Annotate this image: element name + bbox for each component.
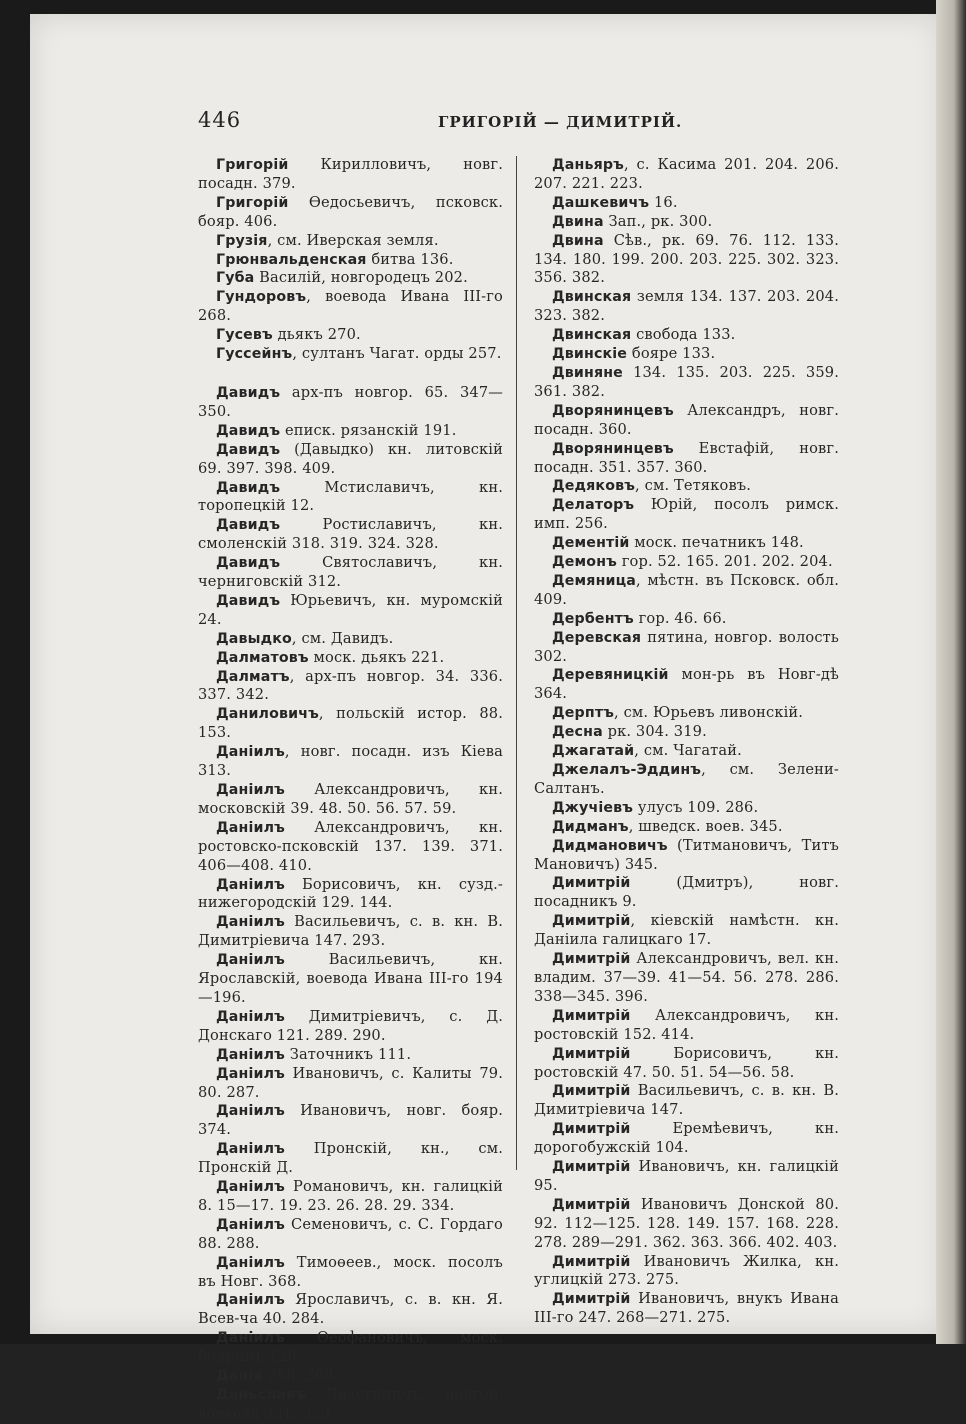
entry-references: Васильевичъ, с. в. кн. В. Димитріевича 147. (534, 1082, 839, 1119)
entry-headword: Даніилъ (216, 819, 285, 836)
entry-headword: Димитрій (552, 1045, 631, 1062)
entry-headword: Даніилъ (216, 876, 285, 893)
entry-references: Александровичъ, кн. ростовско-псковскій 137. 139. 371. 406—408. 410. (198, 818, 503, 874)
index-column-right (534, 156, 839, 1328)
index-entry (534, 1253, 839, 1291)
index-entry (534, 761, 839, 799)
entry-headword: Грузія (216, 232, 268, 249)
running-title: ГРИГОРІЙ — ДИМИТРІЙ. (438, 113, 683, 131)
entry-references: , см. Тетяковъ. (635, 477, 752, 495)
entry-references: гор. 52. 165. 201. 202. 204. (616, 553, 833, 571)
index-entry (198, 326, 503, 345)
index-entry (198, 251, 503, 270)
entry-references: Ивановичъ Жилка, кн. углицкій 273. 275. (534, 1252, 839, 1289)
entry-references: Александровичъ, вел. кн. владим. 37—39. 41—54. 56. 278. 286. 338—345. 396. (534, 950, 839, 1005)
entry-headword: Даніилъ (216, 1330, 285, 1347)
entry-references: Васильевичъ, кн. Ярославскій, воевода Ивана III-го 194—196. (198, 951, 503, 1006)
index-entry (198, 516, 503, 554)
entry-references: гор. 46. 66. (633, 609, 727, 627)
index-entry (198, 1386, 503, 1424)
entry-references: улусъ 109. 286. (633, 798, 759, 816)
entry-references: , см. Иверская земля. (267, 231, 439, 249)
index-entry (534, 818, 839, 837)
entry-headword: Даніилъ (216, 1292, 285, 1309)
entry-headword: Даніилъ (216, 1216, 285, 1233)
entry-references: Святославичъ, кн. черниговскій 312. (198, 554, 503, 591)
entry-headword: Далматовъ (216, 649, 309, 666)
entry-references: Зап., рк. 300. (603, 212, 713, 230)
entry-headword: Губа (216, 270, 255, 287)
entry-headword: Даніилъ (216, 914, 285, 931)
section-gap (198, 364, 503, 384)
index-entry (534, 496, 839, 534)
entry-references: арх-пъ новгор. 65. 347—350. (198, 383, 503, 420)
entry-references: Пронскій, кн., см. Пронскій Д. (198, 1140, 503, 1177)
index-entry (198, 819, 503, 876)
index-entry (534, 799, 839, 818)
index-entry (198, 1046, 503, 1065)
index-entry (198, 630, 503, 649)
entry-references: Ивановичъ Донской 80. 92. 112—125. 128. 149. 157. 168. 228. 278. 289—291. 362. 363. 366. 402. 403. (534, 1195, 839, 1251)
index-entry (198, 288, 503, 326)
index-entry (534, 1290, 839, 1328)
entry-headword: Грюнвальденская (216, 251, 367, 268)
entry-headword: Двина (552, 232, 604, 249)
entry-references: , польскій истор. 88. 153. (198, 705, 503, 742)
book-spine (936, 0, 966, 1344)
entry-references: (Титмановичъ, Титъ Мановичъ) 345. (534, 836, 839, 873)
entry-headword: Даніилъ (216, 1103, 285, 1120)
entry-references: пятина, новгор. волость 302. (534, 628, 839, 665)
entry-headword: Даніилъ (216, 1141, 285, 1158)
index-entry (534, 1082, 839, 1120)
entry-headword: Демяница (552, 572, 636, 589)
entry-headword: Давидъ (216, 517, 281, 534)
entry-headword: Димитрій (552, 913, 631, 930)
index-entry (534, 553, 839, 572)
entry-headword: Димитрій (552, 1121, 631, 1138)
entry-headword: Двина (552, 213, 604, 230)
index-entry (534, 288, 839, 326)
index-entry (198, 1216, 503, 1254)
entry-headword: Давидъ (216, 422, 281, 439)
entry-references: , шведск. воев. 345. (628, 817, 783, 835)
index-entry (198, 479, 503, 517)
entry-headword: Даніилъ (216, 952, 285, 969)
entry-references: мон-рь въ Новг-дѣ 364. (534, 666, 839, 703)
entry-headword: Дидманъ (552, 818, 629, 835)
index-entry (534, 326, 839, 345)
page-number: 446 (198, 108, 242, 132)
entry-references: Лазутиничъ, новгор. воевода 321. 323. (198, 1386, 503, 1422)
entry-references: Тимоөеев., моск. посолъ въ Новг. 368. (198, 1253, 503, 1290)
entry-headword: Джелалъ-Эддинъ (552, 762, 702, 778)
entry-references: , кіевскій намѣстн. кн. Даніила галицкаго 17. (534, 912, 839, 949)
index-entry (198, 876, 503, 914)
entry-references: , арх-пъ новгор. 34. 336. 337. 342. (198, 667, 503, 704)
column-divider (516, 156, 517, 1170)
entry-references: еписк. рязанскій 191. (280, 421, 457, 439)
entry-headword: Димитрій (552, 1083, 631, 1100)
entry-headword: Даніилъ (216, 1179, 285, 1196)
entry-headword: Дашкевичъ (552, 194, 650, 211)
index-entry (198, 1291, 503, 1329)
entry-headword: Дворянинцевъ (552, 402, 674, 419)
entry-references: земля 134. 137. 203. 204. 323. 382. (534, 288, 839, 325)
entry-headword: Григорій (216, 194, 289, 211)
entry-references: Александровичъ, кн. ростовскій 152. 414. (534, 1006, 839, 1043)
entry-references: Ярославичъ, с. в. кн. Я. Всев-ча 40. 284. (198, 1291, 503, 1328)
entry-headword: Даніилъ (216, 1008, 285, 1025)
entry-references: Өедосьевичъ, псковск. бояр. 406. (198, 193, 503, 230)
entry-headword: Гундоровъ (216, 289, 307, 306)
entry-headword: Двинская (552, 289, 632, 306)
index-entry (198, 194, 503, 232)
entry-headword: Давидъ (216, 555, 281, 572)
entry-headword: Дедяковъ (552, 478, 636, 495)
entry-headword: Димитрій (552, 1007, 631, 1024)
entry-headword: Дементій (552, 535, 630, 552)
entry-headword: Двинскіе (552, 346, 628, 363)
entry-headword: Даніилъ (216, 1046, 285, 1063)
entry-references: (Давыдко) кн. литовскій 69. 397. 398. 409. (198, 440, 503, 477)
entry-headword: Двинская (552, 327, 632, 344)
entry-references: , см. Юрьевъ ливонскій. (614, 704, 804, 722)
index-entry (198, 781, 503, 819)
entry-references: Александровичъ, кн. московскій 39. 48. 50. 56. 57. 59. (198, 781, 503, 817)
entry-references: Димитріевичъ, с. Д. Донскаго 121. 289. 290. (198, 1007, 503, 1044)
entry-headword: Давидъ (216, 384, 281, 401)
entry-references: Александръ, новг. посадн. 360. (534, 401, 839, 438)
index-entry (534, 213, 839, 232)
entry-references: Кирилловичъ, новг. посадн. 379. (198, 156, 503, 192)
entry-references: Васильевичъ, с. в. кн. В. Димитріевича 147. 293. (198, 913, 503, 950)
entry-references: Заточникъ 111. (284, 1045, 412, 1063)
entry-headword: Даньславъ (216, 1387, 307, 1403)
entry-references: моск. дьякъ 221. (308, 648, 445, 666)
entry-headword: Давидъ (216, 592, 281, 609)
index-entry (198, 1367, 503, 1386)
index-entry (198, 1178, 503, 1216)
entry-headword: Десна (552, 724, 603, 741)
entry-references: битва 136. (366, 250, 454, 268)
index-entry (198, 156, 503, 194)
entry-headword: Гусевъ (216, 327, 273, 344)
index-entry (198, 384, 503, 422)
entry-references: Юрій, посолъ римск. имп. 256. (534, 496, 839, 533)
page-header (198, 108, 848, 138)
index-entry (198, 1329, 503, 1367)
index-entry (534, 534, 839, 553)
index-entry (198, 668, 503, 706)
index-entry (198, 422, 503, 441)
index-entry (534, 666, 839, 704)
entry-headword: Григорій (216, 157, 289, 173)
entry-references: 258. 268. (262, 1367, 339, 1385)
entry-references: свобода 133. (631, 326, 736, 344)
entry-references: Ивановичъ, с. Калиты 79. 80. 287. (198, 1064, 503, 1101)
entry-references: , султанъ Чагат. орды 257. (292, 345, 502, 363)
entry-references: Мстиславичъ, кн. торопецкій 12. (198, 478, 503, 515)
entry-references: Борисовичъ, кн. сузд.-нижегородскій 129. 144. (198, 875, 503, 912)
index-entry (534, 610, 839, 629)
entry-headword: Даніилъ (216, 1254, 285, 1271)
index-entry (534, 1158, 839, 1196)
entry-references: 134. 135. 203. 225. 359. 361. 382. (534, 363, 839, 400)
entry-references: Ростиславичъ, кн. смоленскій 318. 319. 324. 328. (198, 516, 503, 553)
index-column-left (198, 156, 503, 1424)
index-entry (198, 951, 503, 1008)
index-entry (534, 874, 839, 912)
entry-references: Семеновичъ, с. С. Гордаго 88. 288. (198, 1215, 503, 1252)
entry-headword: Димитрій (552, 1291, 631, 1308)
entry-headword: Дербентъ (552, 610, 634, 627)
entry-headword: Дворянинцевъ (552, 440, 674, 457)
index-entry (198, 743, 503, 781)
entry-headword: Дерптъ (552, 705, 615, 722)
index-entry (534, 950, 839, 1007)
index-entry (198, 913, 503, 951)
index-entry (198, 592, 503, 630)
index-entry (198, 269, 503, 288)
entry-headword: Джагатай (552, 743, 635, 760)
entry-headword: Далматъ (216, 668, 290, 685)
entry-headword: Даніилъ (216, 744, 285, 761)
index-entry (534, 194, 839, 213)
index-entry (198, 649, 503, 668)
entry-headword: Димитрій (552, 1196, 631, 1213)
entry-headword: Димитрій (552, 1159, 631, 1176)
entry-headword: Даниловичъ (216, 706, 319, 723)
index-entry (198, 1254, 503, 1292)
index-entry (534, 345, 839, 364)
entry-headword: Данія (216, 1368, 263, 1385)
entry-headword: Деревяницкій (552, 667, 669, 684)
index-entry (534, 629, 839, 667)
entry-references: рк. 304. 319. (602, 723, 707, 741)
entry-references: Евстафій, новг. посадн. 351. 357. 360. (534, 439, 839, 476)
index-entry (534, 477, 839, 496)
index-entry (198, 441, 503, 479)
entry-headword: Давидъ (216, 479, 281, 496)
entry-references: бояре 133. (627, 345, 716, 363)
index-entry (198, 345, 503, 364)
entry-references: Романовичъ, кн. галицкій 8. 15—17. 19. 23. 26. 28. 29. 334. (198, 1178, 503, 1214)
index-entry (534, 742, 839, 761)
entry-references: 16. (649, 193, 678, 211)
index-entry (534, 912, 839, 950)
entry-references: , см. Чагатай. (634, 742, 742, 760)
index-entry (198, 1008, 503, 1046)
index-entry (534, 1045, 839, 1083)
entry-references: Ивановичъ, внукъ Ивана III-го 247. 268—271. 275. (534, 1290, 839, 1327)
index-entry (534, 837, 839, 875)
entry-headword: Димитрій (552, 1253, 631, 1270)
entry-references: , воевода Ивана III-го 268. (198, 288, 503, 325)
index-entry (534, 402, 839, 440)
index-entry (534, 1120, 839, 1158)
index-entry (534, 440, 839, 478)
entry-references: Еремѣевичъ, кн. дорогобужскій 104. (534, 1120, 839, 1157)
entry-headword: Джучіевъ (552, 799, 634, 816)
entry-references: , с. Касима 201. 204. 206. 207. 221. 223. (534, 156, 839, 192)
entry-headword: Димитрій (552, 951, 631, 968)
entry-headword: Деревская (552, 629, 642, 646)
index-entry (198, 1140, 503, 1178)
index-entry (534, 1196, 839, 1253)
entry-headword: Гуссейнъ (216, 346, 293, 363)
entry-headword: Давидъ (216, 441, 281, 458)
entry-headword: Даньяръ (552, 157, 624, 173)
entry-references: , новг. посадн. изъ Кіева 313. (198, 743, 503, 780)
entry-references: , см. Зелени-Салтанъ. (534, 761, 839, 797)
index-entry (198, 232, 503, 251)
entry-references: Юрьевичъ, кн. муромскій 24. (198, 591, 503, 628)
entry-headword: Демонъ (552, 554, 617, 571)
index-entry (198, 1065, 503, 1103)
index-entry (198, 554, 503, 592)
entry-references: Василій, новгородецъ 202. (254, 269, 468, 287)
entry-references: моск. печатникъ 148. (629, 534, 804, 552)
entry-headword: Даніилъ (216, 782, 285, 798)
entry-references: Ивановичъ, новг. бояр. 374. (198, 1102, 503, 1139)
entry-references: , мѣстн. въ Псковск. обл. 409. (534, 571, 839, 608)
entry-references: (Дмитръ), новг. посадникъ 9. (534, 874, 839, 911)
index-entry (534, 704, 839, 723)
entry-references: Сѣв., рк. 69. 76. 112. 133. 134. 180. 199. 200. 203. 225. 302. 323. 356. 382. (534, 231, 839, 287)
index-entry (534, 232, 839, 289)
index-entry (534, 572, 839, 610)
index-entry (534, 1007, 839, 1045)
entry-headword: Давыдко (216, 630, 292, 647)
entry-references: Ивановичъ, кн. галицкій 95. (534, 1158, 839, 1194)
entry-references: , см. Давидъ. (291, 629, 394, 647)
index-entry (198, 1102, 503, 1140)
entry-references: Борисовичъ, кн. ростовскій 47. 50. 51. 54—56. 58. (534, 1044, 839, 1081)
entry-headword: Дидмановичъ (552, 837, 668, 854)
index-entry (534, 723, 839, 742)
entry-headword: Двиняне (552, 364, 623, 381)
entry-headword: Делаторъ (552, 497, 635, 514)
entry-headword: Даніилъ (216, 1065, 285, 1082)
entry-references: дьякъ 270. (272, 326, 361, 344)
index-entry (534, 364, 839, 402)
entry-references: Өеофановичъ, моск. бояринъ 128. (198, 1329, 503, 1366)
index-entry (198, 705, 503, 743)
entry-headword: Димитрій (552, 875, 631, 892)
index-entry (534, 156, 839, 194)
